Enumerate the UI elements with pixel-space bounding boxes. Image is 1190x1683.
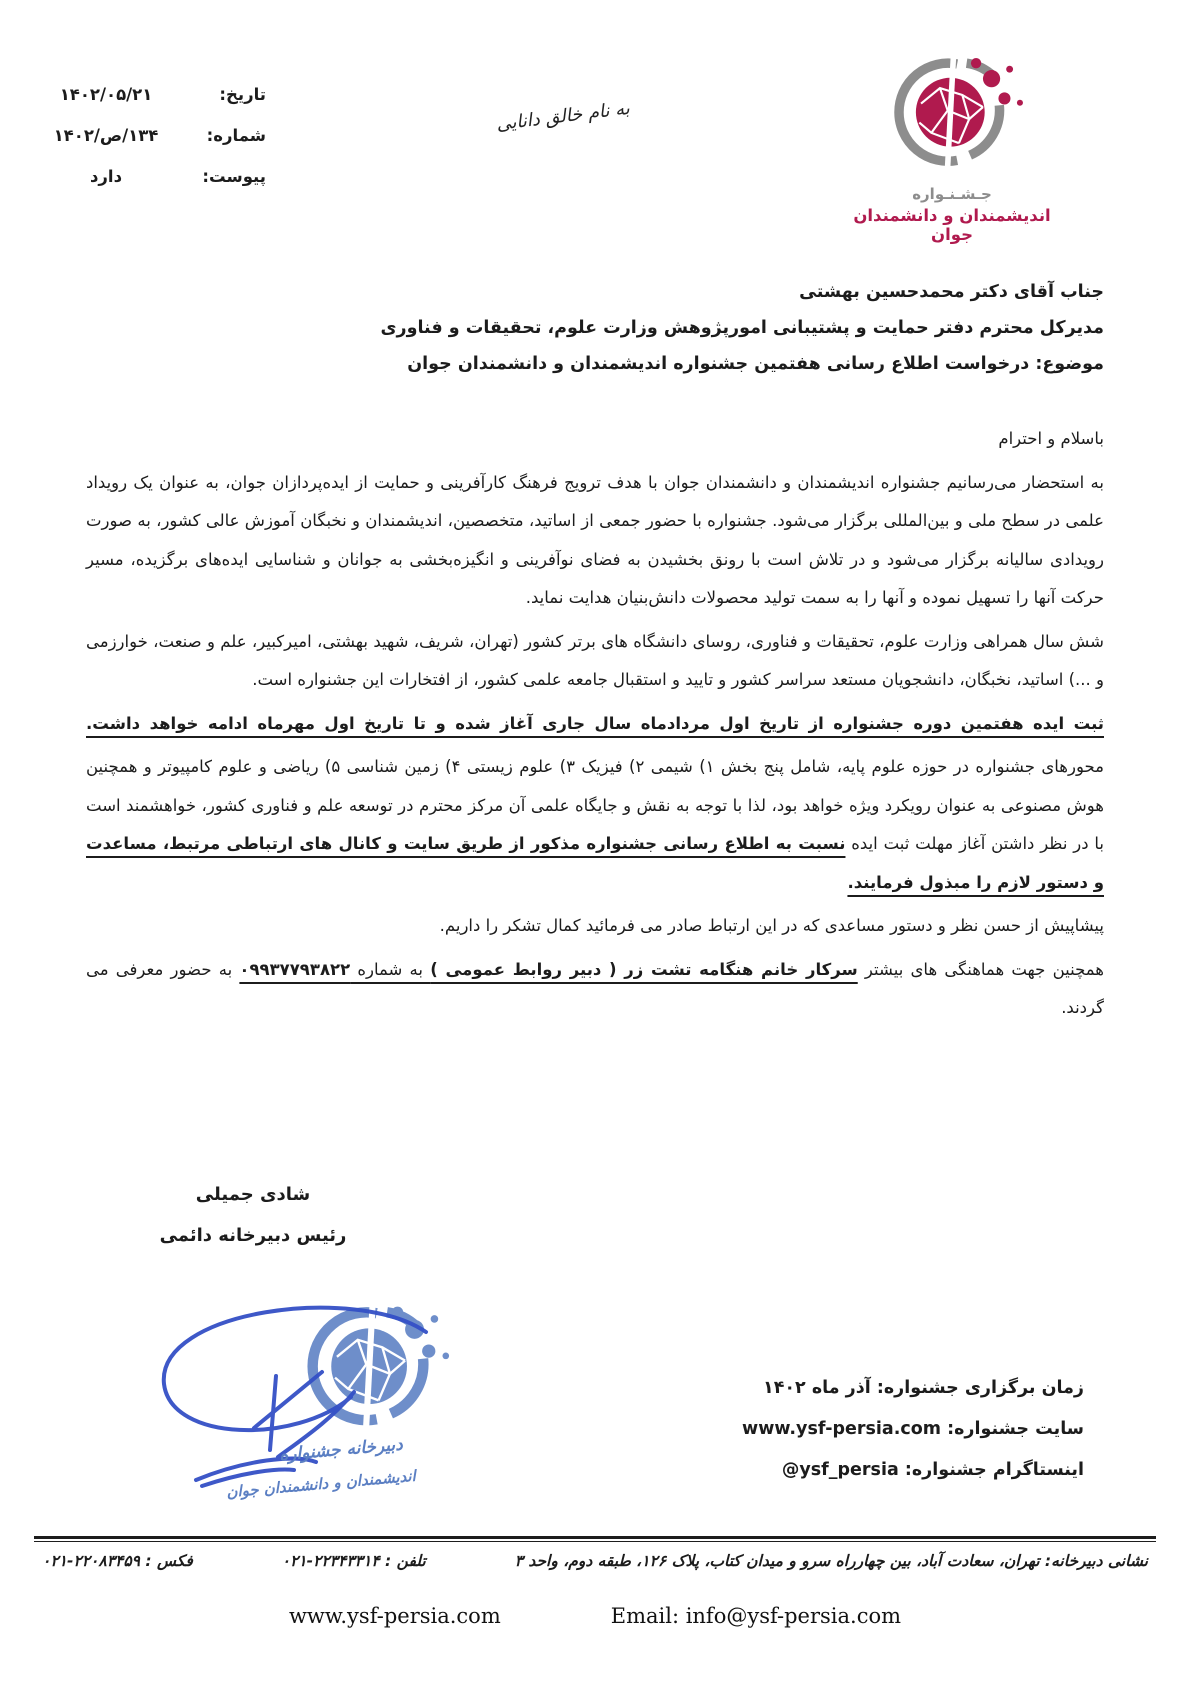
contact-underlined: [239, 960, 857, 979]
paragraph-thanks: پیشاپیش از حسن نظر و دستور مساعدی که در این ارتباط صادر می فرمائید کمال تشکر را داریم.: [439, 916, 1104, 935]
stamp-text-line1: دبیرخانه جشنواره: [278, 1434, 404, 1466]
date-value: ۱۴۰۲/۰۵/۲۱: [59, 85, 153, 104]
fax-number: ۰۲۱-۲۲۰۸۳۴۵۹: [42, 1552, 141, 1570]
paragraph-deadline: [86, 705, 1104, 744]
letter-meta: [46, 74, 266, 197]
festival-logo-icon: [866, 52, 1038, 181]
paragraph-history: شش سال همراهی وزارت علوم، تحقیقات و فناوری، روسای دانشگاه های برتر کشور (تهران، شریف، شهید بهشتی، امیرکبیر، علم و صنعت، خوارزمی و ...) اساتید، نخبگان، دانشجویان مستعد سراسر کشور و تایید و استقبال جامعه علمی کشور، از افتخارات این جشنواره است.: [86, 631, 1104, 689]
footer-email: Email: info@ysf-persia.com: [610, 1604, 902, 1628]
festival-logo: [832, 52, 1072, 244]
contact-text-start: همچنین جهت هماهنگی های بیشتر: [857, 959, 1104, 979]
official-stamp: [126, 1292, 486, 1527]
topics-text: محورهای جشنواره در حوزه علوم پایه، شامل پنج بخش ۱) شیمی ۲) فیزیک ۳) علوم زیستی ۴) زمین شناسی ۵) ریاضی و علوم کامپیوتر و همچنین هوش مصنوعی به عنوان رویکرد ویژه خواهد بود، لذا با توجه به نقش و جایگاه علمی آن مرکز محترم در توسعه علم و فناوری کشور، خواهشمند است با در نظر داشتن آغاز مهلت ثبت ایده: [86, 757, 1104, 853]
logo-subtitle: اندیشمندان و دانشمندان جوان: [853, 206, 1051, 244]
salutation: باسلام و احترام: [998, 429, 1104, 448]
bismillah-calligraphy: به نام خالق دانایی: [495, 97, 631, 136]
meta-attachment-row: [46, 156, 266, 197]
contact-text-end: به حضور معرفی می گردند.: [86, 959, 1104, 1017]
request-highlight: نسبت به اطلاع رسانی جشنواره مذکور از طریق سایت و کانال های ارتباطی مرتبط، مساعدت و دستور لازم را مبذول فرمایند.: [86, 834, 1104, 892]
subject-line: موضوع: درخواست اطلاع رسانی هفتمین جشنواره اندیشمندان و دانشمندان جوان: [407, 354, 1104, 374]
site-label: سایت جشنواره:: [947, 1419, 1084, 1439]
number-value: ۱۳۴/ص/۱۴۰۲: [53, 126, 159, 145]
recipient-block: [86, 274, 1104, 382]
signature-block: [126, 1174, 380, 1256]
contact-phone-number: ۰۹۹۳۷۷۹۳۸۲۲: [239, 959, 351, 979]
meta-date-row: [46, 74, 266, 115]
footer-fax: [42, 1552, 193, 1570]
festival-time: زمان برگزاری جشنواره: آذر ماه ۱۴۰۲: [763, 1378, 1084, 1398]
recipient-position: مدیرکل محترم دفتر حمایت و پشتیبانی امورپژوهش وزارت علوم، تحقیقات و فناوری: [380, 318, 1104, 338]
contact-person: سرکار خانم هنگامه تشت زر ( دبیر روابط عمومی ): [430, 959, 858, 979]
attachment-label: پیوست:: [202, 167, 266, 186]
attachment-value: دارد: [89, 167, 123, 186]
site-url: www.ysf-persia.com: [742, 1419, 941, 1439]
contact-mid: به شماره: [350, 959, 431, 979]
footer-contact-row: [42, 1552, 1148, 1570]
deadline-highlight: ثبت ایده هفتمین دوره جشنواره از تاریخ اول مردادماه سال جاری آغاز شده و تا تاریخ اول مهرماه ادامه خواهد داشت.: [86, 713, 1104, 733]
letter-body: [86, 420, 1104, 1033]
footer-phone: [282, 1552, 426, 1570]
paragraph-intro: به استحضار می‌رسانیم جشنواره اندیشمندان و دانشمندان جوان با هدف ترویج فرهنگ کارآفرینی و حمایت از ایده‌پردازان جوان، به عنوان یک رویداد علمی در سطح ملی و بین‌المللی برگزار می‌شود. جشنواره با حضور جمعی از اساتید، متخصصین، اندیشمندان و نخبگان آموزش عالی کشور، به صورت رویدادی سالیانه برگزار می‌شود و در تلاش است با رونق بخشیدن به فضای نوآفرینی و انگیزه‌بخشی به جوانان و شناسایی ایده‌های برگزیده، مسیر حرکت آنها را تسهیل نموده و آنها را به سمت تولید محصولات دانش‌بنیان هدایت نماید.: [86, 472, 1104, 607]
instagram-label: اینستاگرام جشنواره:: [904, 1460, 1084, 1480]
recipient-name: جناب آقای دکتر محمدحسین بهشتی: [799, 282, 1104, 302]
footer-divider-thin: [34, 1541, 1156, 1542]
logo-title: جـشـنـواره: [912, 185, 992, 203]
footer-address: نشانی دبیرخانه: تهران، سعادت آباد، بین چهارراه سرو و میدان کتاب، پلاک ۱۲۶، طبقه دوم، واحد ۳: [514, 1552, 1148, 1570]
festival-site-row: [742, 1409, 1084, 1450]
fax-label: فکس :: [145, 1552, 193, 1570]
footer-web-row: [0, 1604, 1190, 1628]
phone-number: ۰۲۱-۲۲۳۴۳۳۱۴: [281, 1552, 380, 1570]
number-label: شماره:: [206, 126, 266, 145]
paragraph-topics: [86, 748, 1104, 902]
festival-instagram-row: [742, 1450, 1084, 1491]
signer-name: شادی جمیلی: [195, 1184, 311, 1205]
signer-title: رئیس دبیرخانه دائمی: [159, 1225, 347, 1246]
footer-divider: [34, 1536, 1156, 1542]
paragraph-contact: [86, 951, 1104, 1028]
instagram-handle: @ysf_persia: [781, 1460, 899, 1480]
phone-label: تلفن :: [385, 1552, 426, 1570]
footer-divider-thick: [34, 1536, 1156, 1539]
festival-info-block: [742, 1368, 1084, 1491]
date-label: تاریخ:: [219, 85, 266, 104]
footer-website: www.ysf-persia.com: [288, 1604, 501, 1628]
meta-number-row: [46, 115, 266, 156]
stamp-text-line2: اندیشمندان و دانشمندان جوان: [225, 1466, 417, 1502]
